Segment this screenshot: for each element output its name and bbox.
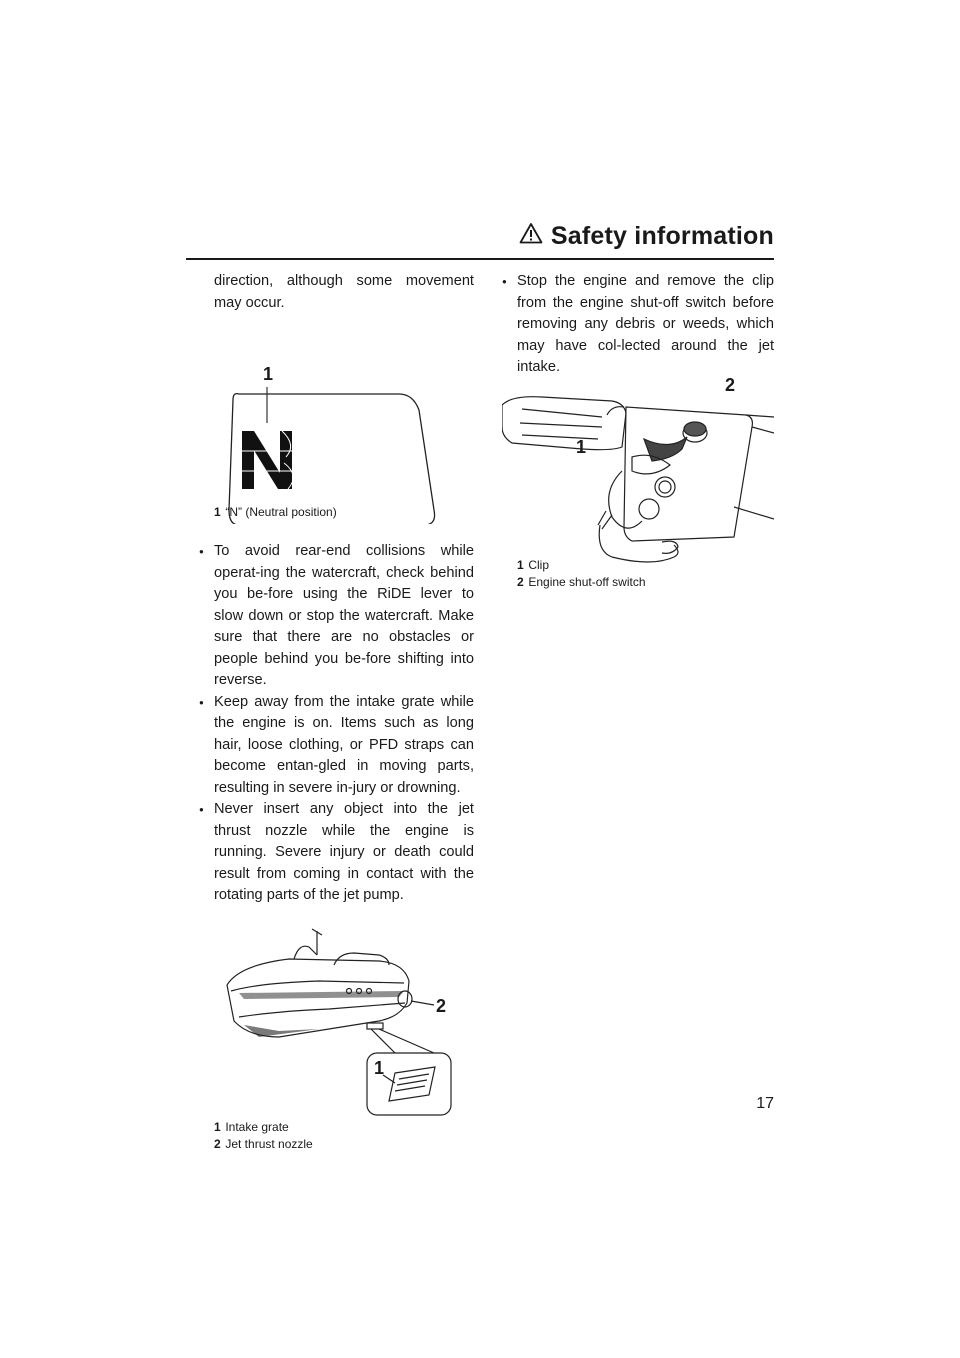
left-column (199, 271, 474, 1155)
caption-neutral (214, 504, 337, 521)
right-bullet-list (502, 271, 774, 379)
page-number: 17 (756, 1095, 774, 1112)
callout-2: 2 (436, 995, 447, 1016)
caption-number: 1 (214, 505, 221, 519)
left-bullet-list (199, 541, 474, 907)
caption-text: “N” (Neutral position) (225, 505, 337, 519)
caption-text: Clip (528, 557, 550, 572)
list-item: ● To avoid rear-end collisions while operat-ing the watercraft, check behind you be-fore using the RiDE lever to slow down or stop the watercraft. Make sure that there are no obstacles or people behind you be-fore shifting into reverse. (199, 541, 474, 692)
neutral-indicator-illustration (199, 318, 474, 524)
caption-line (517, 557, 646, 574)
caption-number: 1 (214, 1119, 221, 1134)
caption-number: 2 (517, 574, 524, 589)
header-title (519, 222, 774, 251)
caption-number: 2 (214, 1136, 221, 1151)
callout-1: 1 (576, 436, 587, 457)
warning-triangle-icon (519, 222, 543, 251)
caption-watercraft (214, 1119, 313, 1153)
shutoff-switch-illustration (502, 387, 774, 567)
callout-1: 1 (374, 1057, 385, 1078)
figure-switch (502, 374, 774, 602)
caption-text: Engine shut-off switch (528, 574, 646, 589)
caption-number: 1 (517, 557, 524, 572)
list-item: ● Stop the engine and remove the clip from the engine shut-off switch before removing any debris or weeds, which may have col-lected around the jet intake. (502, 271, 774, 379)
header-title-text: Safety information (550, 222, 774, 250)
intro-paragraph: direction, although some movement may occur. (214, 273, 474, 311)
callout-1: 1 (263, 364, 274, 384)
caption-line (517, 574, 646, 591)
figure-watercraft (199, 925, 474, 1155)
list-item: ● Keep away from the intake grate while the engine is on. Items such as long hair, loose clothing, or PFD straps can become entan-gled in moving parts, resulting in severe in-jury or drowning. (199, 692, 474, 800)
caption-switch (517, 557, 646, 591)
caption-text: Jet thrust nozzle (225, 1136, 313, 1151)
list-item: ● Never insert any object into the jet thrust nozzle while the engine is running. Severe injury or death could result from coming in contact with the rotating parts of the jet pump. (199, 799, 474, 907)
page-header (186, 222, 774, 260)
caption-line (214, 504, 337, 521)
caption-line (214, 1119, 313, 1136)
right-column (502, 271, 774, 602)
caption-line (214, 1136, 313, 1153)
callout-2: 2 (725, 374, 736, 395)
caption-text: Intake grate (225, 1119, 289, 1134)
watercraft-illustration (199, 925, 474, 1125)
figure-neutral (199, 318, 474, 524)
